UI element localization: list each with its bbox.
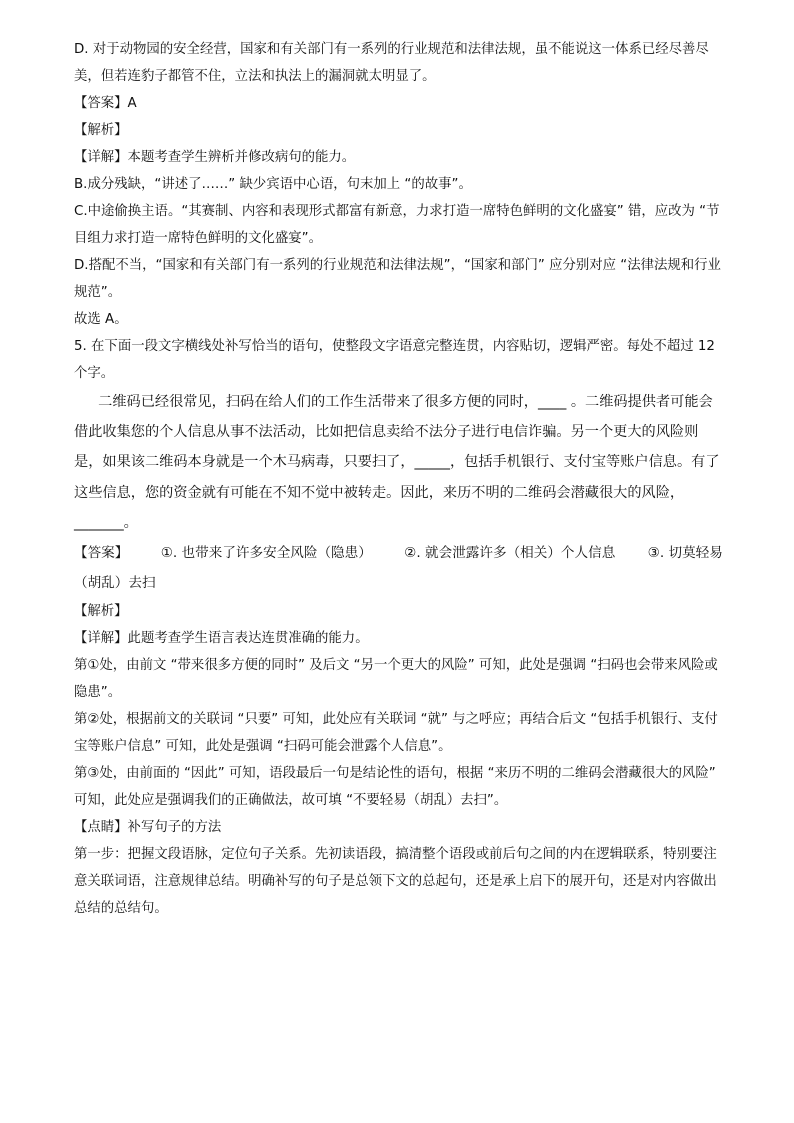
q4-choose: 故选 A。: [74, 312, 128, 327]
q4-option-d: D. 对于动物园的安全经营，国家和有关部门有一系列的行业规范和法律法规，虽不能说这一体系已经尽善尽美，但若连豹子都管不住，立法和执法上的漏洞就太明显了。: [74, 42, 709, 84]
q4-analysis-label: 【解析】: [74, 123, 128, 138]
q5-answer-label: 【答案】: [74, 545, 129, 562]
q5-tip: 【点睛】补写句子的方法: [74, 820, 222, 836]
document-content: [74, 36, 724, 922]
q5-passage: 二维码已经很常见，扫码在给人们的工作生活带来了很多方便的同时，____ 。二维码提供者可能会借此收集您的个人信息从事不法活动，比如把信息卖给不法分子进行电信诈骗。另一个更大的风险则是，如果该二维码本身就是一个木马病毒，只要扫了，_____，包括手机银行、支付宝等账户信息。有了这些信息，您的资金就有可能在不知不觉中被转走。因此，来历不明的二维码会潜藏很大的风险，_______。: [74, 394, 720, 531]
q5-point-1: 第①处，由前文 “带来很多方便的同时” 及后文 “另一个更大的风险” 可知，此处是强调 “扫码也会带来风险或隐患”。: [74, 658, 718, 701]
q4-answer: 【答案】A: [74, 96, 137, 111]
q4-detail: 【详解】本题考查学生辨析并修改病句的能力。: [74, 150, 356, 165]
q5-point-3: 第③处，由前面的 “因此” 可知，语段最后一句是结论性的语句，根据 “来历不明的二维码会潜藏很大的风险” 可知，此处应是强调我们的正确做法，故可填 “不要轻易（胡乱）去扫”。: [74, 766, 716, 809]
q5-answer-2: ②. 就会泄露许多（相关）个人信息: [404, 545, 616, 562]
q5-point-2: 第②处，根据前文的关联词 “只要” 可知，此处应有关联词 “就” 与之呼应；再结合后文 “包括手机银行、支付宝等账户信息” 可知，此处是强调 “扫码可能会泄露个人信息”。: [74, 712, 718, 755]
q4-explain-c: C.中途偷换主语。“其赛制、内容和表现形式都富有新意，力求打造一席特色鲜明的文化盛宴” 错，应改为 “节目组力求打造一席特色鲜明的文化盛宴”。: [74, 204, 720, 246]
q4-explain-b: B.成分残缺，“讲述了……” 缺少宾语中心语，句末加上 “的故事”。: [74, 177, 472, 192]
q5-stem: 5. 在下面一段文字横线处补写恰当的语句，使整段文字语意完整连贯，内容贴切，逻辑严密。每处不超过 12 个字。: [74, 339, 715, 381]
q5-step-1: 第一步：把握文段语脉，定位句子关系。先初读语段，搞清整个语段或前后句之间的内在逻辑联系，特别要注意关联词语，注意规律总结。明确补写的句子是总领下文的总起句，还是承上启下的展开句，还是对内容做出总结的总结句。: [74, 847, 717, 917]
q5-answer-3: ③. 切莫轻易（胡乱）去扫: [74, 545, 723, 592]
q5-analysis-label: 【解析】: [74, 604, 128, 620]
q5-answer: [74, 538, 724, 598]
q5-answer-1: ①. 也带来了许多安全风险（隐患）: [160, 545, 372, 562]
q5-detail: 【详解】此题考查学生语言表达连贯准确的能力。: [74, 631, 369, 647]
q4-explain-d: D.搭配不当，“国家和有关部门有一系列的行业规范和法律法规”，“国家和部门” 应分别对应 “法律法规和行业规范”。: [74, 258, 721, 300]
